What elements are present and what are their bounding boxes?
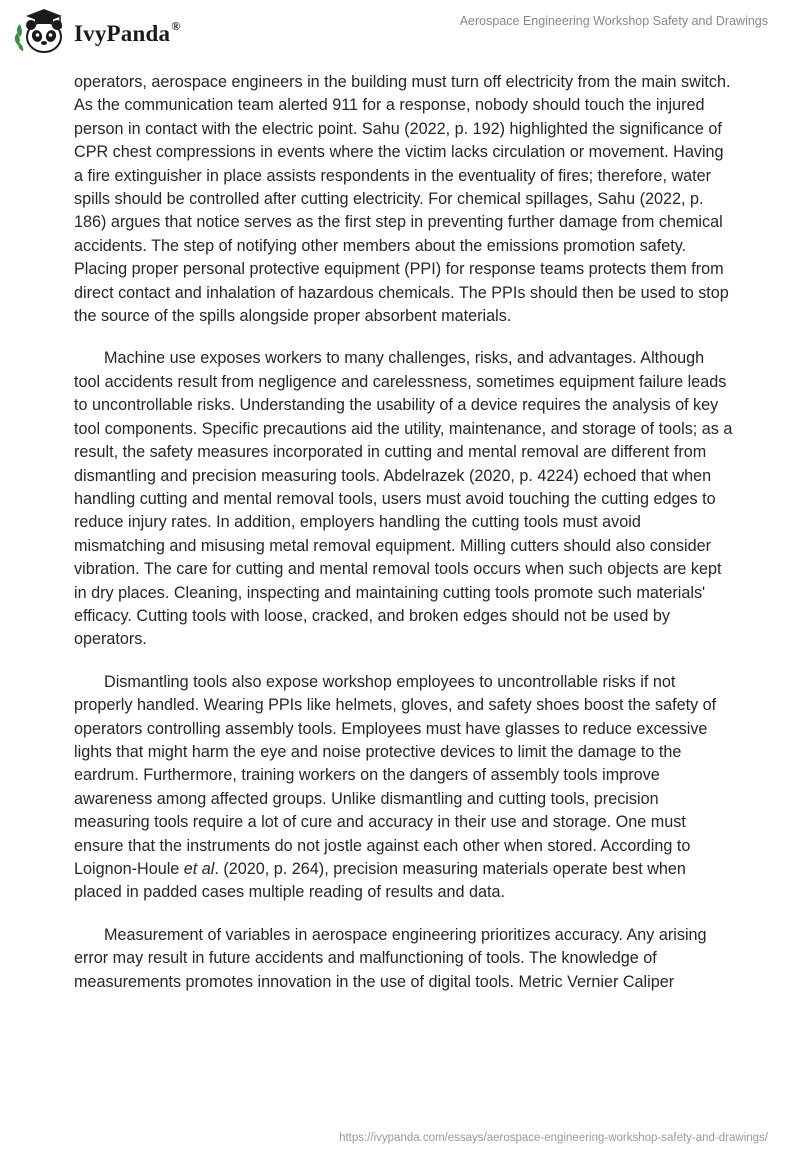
paragraph-3-text-start: Dismantling tools also expose workshop employees to uncontrollable risks if not properly handled. Wearing PPIs like helmets, gloves, and safety shoes boost the safety of operators controlling assembly tools. Employees must have glasses to reduce excessive lights that might harm the eye and noise protective devices to limit the damage to the eardrum. Furthermore, training workers on the dangers of assembly tools improve awareness among affected groups. Unlike dismantling and cutting tools, precision measuring tools require a lot of cure and accuracy in their use and storage. One must ensure that the instruments do not jostle against each other when stored. According to Loignon-Houle (74, 672, 717, 878)
paragraph-4: Measurement of variables in aerospace engineering prioritizes accuracy. Any arising error may result in future accidents and malfunctioning of tools. The knowledge of measurements promotes innovation in the use of digital tools. Metric Vernier Caliper (74, 925, 707, 991)
paragraph-3-et-al: et al (183, 860, 215, 878)
registered-mark: ® (171, 19, 181, 33)
essay-body (74, 71, 734, 1013)
brand-name (74, 21, 180, 47)
brand-text: IvyPanda (74, 21, 171, 46)
paragraph-3 (74, 671, 734, 905)
paragraph-1: operators, aerospace engineers in the building must turn off electricity from the main switch. As the communication team alerted 911 for a response, nobody should touch the injured person in contact with the electric point. Sahu (2022, p. 192) highlighted the significance of CPR chest compressions in events where the victim lacks circulation or movement. Having a fire extinguisher in place assists respondents in the eventuality of fires; therefore, water spills should be controlled after cutting electricity. For chemical spillages, Sahu (2022, p. 186) argues that notice serves as the first step in preventing further damage from chemical accidents. The step of notifying other members about the emissions promotion safety. Placing proper personal protective equipment (PPI) for response teams protects them from direct contact and inhalation of hazardous chemicals. The PPIs should then be used to stop the source of the spills alongside proper absorbent materials. (74, 73, 731, 326)
ivypanda-logo[interactable] (14, 7, 180, 57)
source-url[interactable]: https://ivypanda.com/essays/aerospace-engineering-workshop-safety-and-drawings/ (339, 1132, 768, 1144)
document-title: Aerospace Engineering Workshop Safety and Drawings (459, 14, 768, 28)
paragraph-3-text-end: . (2020, p. 264), precision measuring materials operate best when placed in padded cases multiple reading of results and data. (74, 860, 686, 902)
page-header (0, 0, 800, 70)
panda-graduate-icon (14, 7, 70, 57)
paragraph-2: Machine use exposes workers to many challenges, risks, and advantages. Although tool accidents result from negligence and carelessness, sometimes equipment failure leads to uncontrollable risks. Understanding the usability of a device requires the analysis of key tool components. Specific precautions aid the utility, maintenance, and storage of tools; as a result, the safety measures incorporated in cutting and mental removal are different from dismantling and precision measuring tools. Abdelrazek (2020, p. 4224) echoed that when handling cutting and mental removal tools, users must avoid touching the cutting edges to reduce injury rates. In addition, employers handling the cutting tools must avoid mismatching and misusing metal removal equipment. Milling cutters should also consider vibration. The care for cutting and mental removal tools occurs when such objects are kept in dry places. Cleaning, inspecting and maintaining cutting tools promote such materials' efficacy. Cutting tools with loose, cracked, and broken edges should not be used by operators. (74, 349, 733, 649)
